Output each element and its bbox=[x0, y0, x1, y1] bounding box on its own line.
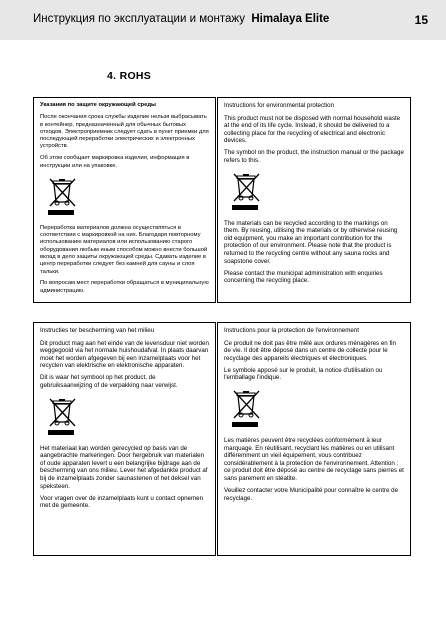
box-title: Указания по защите окружающей среды bbox=[40, 102, 156, 108]
bin-underline-bar bbox=[232, 205, 258, 210]
box-paragraph: Please contact the municipal administration with enquiries concerning the recycling place. bbox=[224, 269, 383, 285]
box-paragraph: Переработка материалов должна осуществляться в соответствии с маркировкой на них. Благодаря повторному использованию материалов или использованию старого оборудования любым иным способом можно внести большой вклад в дело защиты окружающей среды. Сдавать изделие в центр переработки следует без камней для сауны и слоя тальки. bbox=[40, 224, 208, 275]
manual-title: Инструкция по эксплуатации и монтажу bbox=[33, 13, 245, 25]
box-paragraph: По вопросам мест переработки обращаться в муниципальную администрацию. bbox=[40, 280, 209, 294]
crossed-bin-icon bbox=[48, 396, 209, 435]
box-dutch bbox=[33, 322, 216, 556]
box-russian bbox=[33, 97, 216, 303]
box-title: Instructions for environmental protection bbox=[224, 102, 335, 109]
box-paragraph: Ce produit ne doit pas être mêlé aux ordures ménagères en fin de vie. Il doit être déposé dans un centre de collecte pour le recyclage des appareils électriques et électroniques. bbox=[224, 339, 396, 362]
bin-underline-bar bbox=[232, 422, 258, 427]
box-paragraph: Le symbole apposé sur le produit, la notice d'utilisation ou l'emballage l'indique. bbox=[224, 366, 383, 382]
box-paragraph: Voor vragen over de inzamelplaats kunt u contact opnemen met de gemeente. bbox=[40, 494, 204, 510]
box-paragraph: После окончания срока службы изделие нельзя выбрасывать в контейнер, предназначенный для обычных бытовых отходов. Электроприемник следует сдать в пункт приемки для последующей переработки электрических и электронных устройств. bbox=[40, 114, 209, 150]
box-french bbox=[217, 322, 411, 556]
box-paragraph: Het materiaal kan worden gerecycled op basis van de aangebrachte markeringen. Door hergebruik van materialen of oude apparaten levert u een belangrijke bijdrage aan de bescherming van ons milieu. Lever het afgedankte product af bij de inzamelplaats zonder saunastenen of het deksel van speksteen. bbox=[40, 444, 208, 490]
crossed-bin-icon bbox=[232, 388, 404, 427]
product-name: Himalaya Elite bbox=[251, 13, 330, 25]
box-paragraph: The symbol on the product, the instruction manual or the package refers to this. bbox=[224, 149, 404, 165]
box-paragraph: This product must not be disposed with normal household waste at the end of its life cycle. Instead, it should be delivered to a collecting place for the recycling of electrical and electronic devices. bbox=[224, 114, 401, 145]
box-paragraph: Об этом сообщает маркировка изделия, информация в инструкции или на упаковке. bbox=[40, 155, 190, 169]
crossed-bin-icon bbox=[232, 171, 404, 210]
box-english bbox=[217, 97, 411, 303]
box-paragraph: Dit is waar het symbool op het product, de gebruiksaanwijzing of de verpakking naar verwijst. bbox=[40, 374, 178, 390]
header-title bbox=[33, 13, 329, 25]
bin-underline-bar bbox=[48, 210, 74, 215]
box-title: Instructies ter bescherming van het milieu bbox=[40, 327, 155, 334]
box-paragraph: Les matières peuvent être recyclées conformément à leur marquage. En réutilisant, recyclant les matières ou en utilisant différemment un vieil équipement, vous contribuez considérablement à la protection de l'environnement. Attention : ce produit doit être déposé au centre de recyclage sans pierres et sans parement en stéatite. bbox=[224, 437, 404, 483]
crossed-bin-icon bbox=[48, 176, 209, 215]
box-paragraph: The materials can be recycled according to the markings on them. By reusing, utilising the materials or by otherwise reusing old equipment, you make an important contribution for the protection of our environment. Please note that the product is returned to the recycling centre without any sauna rocks and soapstone cover. bbox=[224, 219, 398, 265]
section-title: 4. ROHS bbox=[107, 70, 152, 82]
box-paragraph: Veuillez contacter votre Municipalité pour connaître le centre de recyclage. bbox=[224, 487, 399, 502]
box-title: Instructions pour la protection de l'environnement bbox=[224, 327, 359, 334]
page-number: 15 bbox=[414, 13, 428, 27]
box-paragraph: Dit product mag aan het einde van de levensduur niet worden weggegooid via het normale huishoudafval. In plaats daarvan moet het worden afgegeven bij een inzamelplaats voor het recyclen van elektrische en elektronische apparaten. bbox=[40, 339, 209, 370]
bin-underline-bar bbox=[48, 430, 74, 435]
page-header bbox=[0, 0, 446, 40]
